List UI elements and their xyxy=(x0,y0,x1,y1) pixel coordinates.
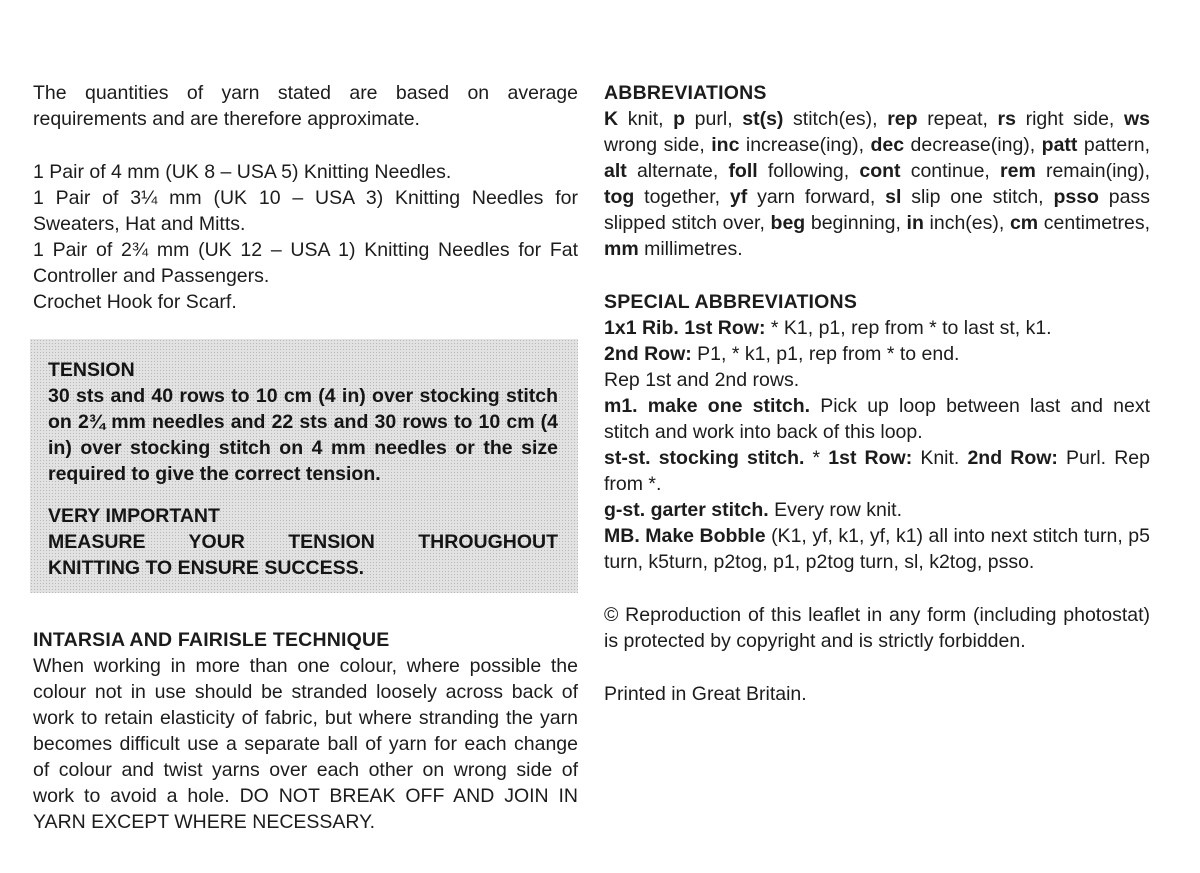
intarsia-text: When working in more than one colour, where possible the colour not in use should be stranded loosely across back of work to retain elasticity of fabric, but where stranding the yarn becomes difficult use a separate ball of yarn for each change of colour and twist yarns over each other on wrong side of work to avoid a hole. DO NOT BREAK OFF AND JOIN IN YARN EXCEPT WHERE NECESSARY. xyxy=(33,655,578,833)
needle-item: 1 Pair of 3¼ mm (UK 10 – USA 3) Knitting Needles for Sweaters, Hat and Mitts. xyxy=(33,187,578,235)
tension-text: 30 sts and 40 rows to 10 cm (4 in) over stocking stitch on 2¾ mm needles and 22 sts and 30 rows to 10 cm (4 in) over stocking stitch on 4 mm needles or the size required to give the correct tension. xyxy=(48,385,558,485)
abbreviation-term: yf xyxy=(729,186,748,208)
left-column xyxy=(33,80,578,835)
garter-stitch-definition: g-st. garter stitch. Every row knit. xyxy=(604,499,902,521)
abbreviation-definition: repeat, xyxy=(917,108,998,130)
abbreviation-definition: knit, xyxy=(618,108,674,130)
make-bobble-definition: MB. Make Bobble (K1, yf, k1, yf, k1) all into next stitch turn, p5 turn, k5turn, p2tog, p1, p2tog turn, sl, k2tog, psso. xyxy=(604,525,1150,573)
printed-in: Printed in Great Britain. xyxy=(604,683,807,705)
rib-repeat: Rep 1st and 2nd rows. xyxy=(604,369,800,391)
abbreviation-definition: alternate, xyxy=(626,160,729,182)
abbreviations-list xyxy=(604,106,1150,262)
tension-heading: TENSION xyxy=(48,359,135,381)
abbreviation-definition: centimetres, xyxy=(1038,212,1150,234)
abbreviation-definition: slip one stitch, xyxy=(901,186,1054,208)
abbreviation-term: p xyxy=(673,108,686,130)
right-column xyxy=(604,80,1150,707)
special-abbreviations-heading: SPECIAL ABBREVIATIONS xyxy=(604,291,858,313)
needle-item: 1 Pair of 2¾ mm (UK 12 – USA 1) Knitting Needles for Fat Controller and Passengers. xyxy=(33,239,578,287)
abbreviation-term: rem xyxy=(1000,160,1036,182)
important-text-line1: MEASURE YOUR TENSION THROUGHOUT xyxy=(48,531,558,553)
abbreviation-term: st(s) xyxy=(742,108,784,130)
abbreviation-definition: yarn forward, xyxy=(747,186,886,208)
stocking-stitch-definition: st-st. stocking stitch. * 1st Row: Knit. 2nd Row: Purl. Rep from *. xyxy=(604,447,1150,495)
abbreviation-term: rs xyxy=(997,108,1016,130)
abbreviation-definition: continue, xyxy=(900,160,1001,182)
abbreviation-term: cm xyxy=(1009,212,1039,234)
abbreviation-definition: pattern, xyxy=(1077,134,1151,156)
important-heading: VERY IMPORTANT xyxy=(48,505,220,527)
abbreviation-definition: right side, xyxy=(1015,108,1124,130)
abbreviation-definition: increase(ing), xyxy=(739,134,871,156)
rib-row2: 2nd Row: P1, * k1, p1, rep from * to end. xyxy=(604,343,960,365)
abbreviation-definition: beginning, xyxy=(805,212,907,234)
needle-item: 1 Pair of 4 mm (UK 8 – USA 5) Knitting Needles. xyxy=(33,161,452,183)
yarn-quantities-note: The quantities of yarn stated are based on average requirements and are therefore approximate. xyxy=(33,82,578,130)
abbreviation-term: sl xyxy=(885,186,902,208)
abbreviation-definition: remain(ing), xyxy=(1035,160,1151,182)
abbreviation-definition: inch(es), xyxy=(923,212,1010,234)
abbreviation-definition: following, xyxy=(757,160,860,182)
abbreviations-heading: ABBREVIATIONS xyxy=(604,82,767,104)
abbreviation-term: cont xyxy=(859,160,901,182)
abbreviation-term: inc xyxy=(711,134,740,156)
abbreviation-term: beg xyxy=(770,212,806,234)
abbreviation-term: alt xyxy=(604,160,627,182)
abbreviation-term: patt xyxy=(1041,134,1078,156)
abbreviation-term: mm xyxy=(604,238,639,260)
abbreviation-term: rep xyxy=(887,108,918,130)
abbreviation-term: foll xyxy=(728,160,758,182)
tension-panel xyxy=(30,339,578,593)
copyright-notice: © Reproduction of this leaflet in any form (including photostat) is protected by copyright and is strictly forbidden. xyxy=(604,604,1150,652)
abbreviation-term: K xyxy=(604,108,619,130)
abbreviation-definition: millimetres. xyxy=(638,238,743,260)
abbreviation-definition: stitch(es), xyxy=(783,108,888,130)
intarsia-heading: INTARSIA AND FAIRISLE TECHNIQUE xyxy=(33,629,390,651)
abbreviation-term: in xyxy=(906,212,924,234)
abbreviation-term: ws xyxy=(1123,108,1150,130)
abbreviation-definition: pass slipped stitch over, xyxy=(604,186,1150,234)
abbreviation-definition: decrease(ing), xyxy=(904,134,1042,156)
rib-row1: 1x1 Rib. 1st Row: * K1, p1, rep from * to last st, k1. xyxy=(604,317,1052,339)
abbreviation-term: dec xyxy=(870,134,905,156)
abbreviation-definition: wrong side, xyxy=(604,134,712,156)
needle-item: Crochet Hook for Scarf. xyxy=(33,291,237,313)
abbreviation-definition: together, xyxy=(634,186,730,208)
abbreviation-term: psso xyxy=(1053,186,1099,208)
abbreviation-term: tog xyxy=(604,186,635,208)
make-one-definition: m1. make one stitch. Pick up loop between last and next stitch and work into back of this loop. xyxy=(604,395,1150,443)
abbreviation-definition: purl, xyxy=(685,108,743,130)
important-text-line2: KNITTING TO ENSURE SUCCESS. xyxy=(48,557,365,579)
